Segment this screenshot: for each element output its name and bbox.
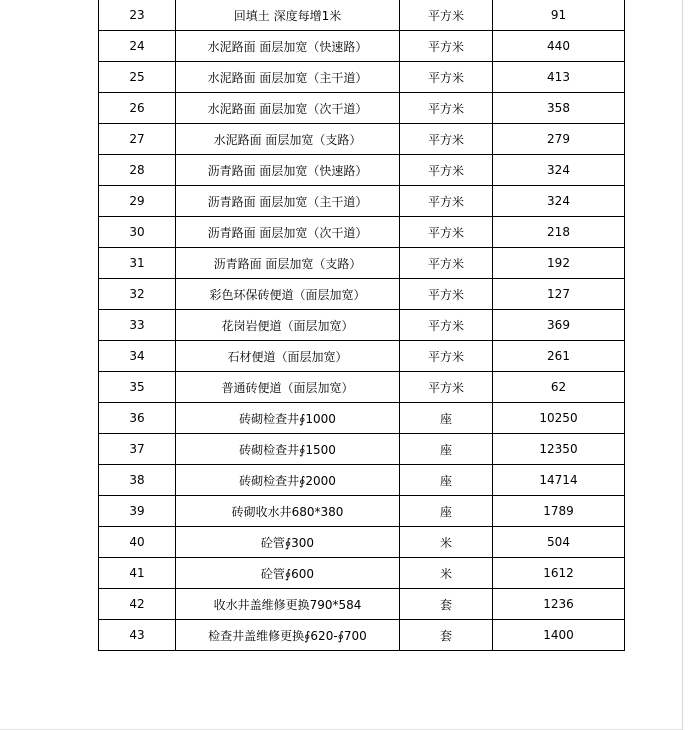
unit-cell: 米 [400, 558, 493, 589]
price-cell: 127 [493, 279, 625, 310]
price-cell: 1789 [493, 496, 625, 527]
table-row [99, 620, 625, 651]
price-cell: 358 [493, 93, 625, 124]
price-cell: 504 [493, 527, 625, 558]
table-row [99, 62, 625, 93]
row-number-cell: 26 [99, 93, 176, 124]
price-cell: 261 [493, 341, 625, 372]
unit-cell: 平方米 [400, 341, 493, 372]
row-number-cell: 38 [99, 465, 176, 496]
row-number-cell: 27 [99, 124, 176, 155]
price-cell: 10250 [493, 403, 625, 434]
item-name-cell: 彩色环保砖便道（面层加宽） [176, 279, 400, 310]
unit-cell: 平方米 [400, 62, 493, 93]
unit-cell: 平方米 [400, 0, 493, 31]
row-number-cell: 29 [99, 186, 176, 217]
price-cell: 1400 [493, 620, 625, 651]
item-name-cell: 砼管∮600 [176, 558, 400, 589]
row-number-cell: 33 [99, 310, 176, 341]
table-row [99, 558, 625, 589]
price-cell: 1236 [493, 589, 625, 620]
unit-cell: 平方米 [400, 279, 493, 310]
row-number-cell: 40 [99, 527, 176, 558]
item-name-cell: 回填土 深度每增1米 [176, 0, 400, 31]
unit-cell: 平方米 [400, 248, 493, 279]
unit-cell: 平方米 [400, 310, 493, 341]
unit-cell: 平方米 [400, 155, 493, 186]
item-name-cell: 砖砌收水井680*380 [176, 496, 400, 527]
table-row [99, 341, 625, 372]
row-number-cell: 43 [99, 620, 176, 651]
item-name-cell: 砖砌检查井∮1500 [176, 434, 400, 465]
item-name-cell: 水泥路面 面层加宽（快速路） [176, 31, 400, 62]
unit-cell: 套 [400, 589, 493, 620]
row-number-cell: 25 [99, 62, 176, 93]
item-name-cell: 水泥路面 面层加宽（主干道） [176, 62, 400, 93]
unit-cell: 座 [400, 465, 493, 496]
price-cell: 413 [493, 62, 625, 93]
price-cell: 218 [493, 217, 625, 248]
item-name-cell: 沥青路面 面层加宽（次干道） [176, 217, 400, 248]
price-cell: 91 [493, 0, 625, 31]
unit-cell: 座 [400, 403, 493, 434]
item-name-cell: 沥青路面 面层加宽（支路） [176, 248, 400, 279]
table-row [99, 279, 625, 310]
price-table [98, 0, 625, 651]
unit-cell: 米 [400, 527, 493, 558]
table-row [99, 465, 625, 496]
item-name-cell: 水泥路面 面层加宽（支路） [176, 124, 400, 155]
row-number-cell: 34 [99, 341, 176, 372]
row-number-cell: 41 [99, 558, 176, 589]
row-number-cell: 37 [99, 434, 176, 465]
row-number-cell: 30 [99, 217, 176, 248]
table-row [99, 310, 625, 341]
unit-cell: 平方米 [400, 372, 493, 403]
table-row [99, 0, 625, 31]
unit-cell: 平方米 [400, 124, 493, 155]
row-number-cell: 35 [99, 372, 176, 403]
unit-cell: 平方米 [400, 31, 493, 62]
item-name-cell: 检查井盖维修更换∮620-∮700 [176, 620, 400, 651]
unit-cell: 座 [400, 434, 493, 465]
table-row [99, 217, 625, 248]
item-name-cell: 沥青路面 面层加宽（快速路） [176, 155, 400, 186]
price-cell: 440 [493, 31, 625, 62]
unit-cell: 平方米 [400, 93, 493, 124]
row-number-cell: 24 [99, 31, 176, 62]
unit-cell: 平方米 [400, 217, 493, 248]
price-cell: 324 [493, 155, 625, 186]
table-row [99, 93, 625, 124]
table-row [99, 124, 625, 155]
price-cell: 279 [493, 124, 625, 155]
price-cell: 192 [493, 248, 625, 279]
item-name-cell: 砖砌检查井∮2000 [176, 465, 400, 496]
unit-cell: 座 [400, 496, 493, 527]
table-row [99, 434, 625, 465]
table-row [99, 248, 625, 279]
item-name-cell: 普通砖便道（面层加宽） [176, 372, 400, 403]
price-cell: 369 [493, 310, 625, 341]
price-cell: 62 [493, 372, 625, 403]
price-cell: 324 [493, 186, 625, 217]
item-name-cell: 花岗岩便道（面层加宽） [176, 310, 400, 341]
price-cell: 14714 [493, 465, 625, 496]
item-name-cell: 水泥路面 面层加宽（次干道） [176, 93, 400, 124]
price-cell: 1612 [493, 558, 625, 589]
row-number-cell: 36 [99, 403, 176, 434]
table-row [99, 403, 625, 434]
item-name-cell: 收水井盖维修更换790*584 [176, 589, 400, 620]
table-row [99, 527, 625, 558]
table-row [99, 372, 625, 403]
table-row [99, 496, 625, 527]
table-body [99, 0, 625, 651]
unit-cell: 平方米 [400, 186, 493, 217]
item-name-cell: 砼管∮300 [176, 527, 400, 558]
row-number-cell: 23 [99, 0, 176, 31]
unit-cell: 套 [400, 620, 493, 651]
price-cell: 12350 [493, 434, 625, 465]
row-number-cell: 31 [99, 248, 176, 279]
item-name-cell: 砖砌检查井∮1000 [176, 403, 400, 434]
table-row [99, 155, 625, 186]
table-row [99, 31, 625, 62]
item-name-cell: 石材便道（面层加宽） [176, 341, 400, 372]
row-number-cell: 28 [99, 155, 176, 186]
table-row [99, 589, 625, 620]
table-row [99, 186, 625, 217]
row-number-cell: 39 [99, 496, 176, 527]
row-number-cell: 42 [99, 589, 176, 620]
row-number-cell: 32 [99, 279, 176, 310]
item-name-cell: 沥青路面 面层加宽（主干道） [176, 186, 400, 217]
